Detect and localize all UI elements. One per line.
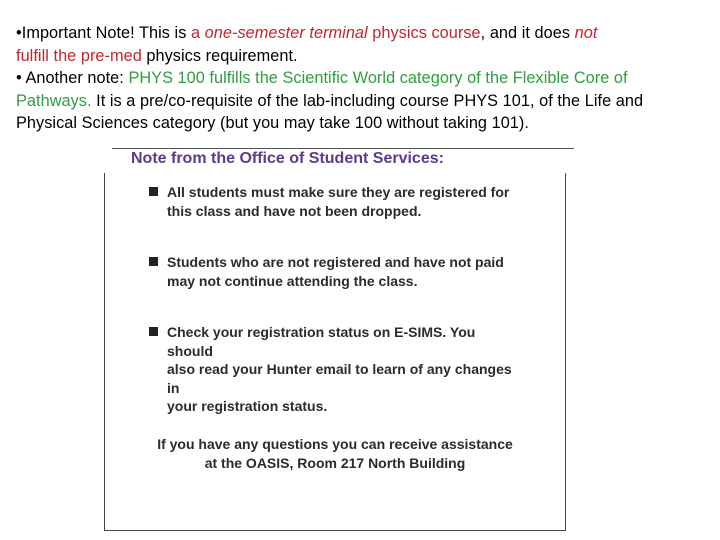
course-notes (16, 22, 676, 135)
notice-item: Students who are not registered and have not paid may not continue attending the class. (149, 253, 517, 290)
notice-item: All students must make sure they are registered for this class and have not been dropped. (149, 183, 517, 220)
another-note: • Another note: PHYS 100 fulfills the Scientific World category of the Flexible Core of Pathways. It is a pre/co-requisite of the lab-including course PHYS 101, of the Life and Physical Sciences category (but you may take 100 without taking 101). (16, 69, 644, 132)
square-bullet-icon (149, 187, 158, 196)
square-bullet-icon (149, 257, 158, 266)
note-bullet: • (16, 24, 22, 42)
office-notice-title: Note from the Office of Student Services: (131, 150, 444, 167)
pathways-note: PHYS 100 fulfills the Scientific World category of the Flexible Core of Pathways. (16, 69, 628, 110)
important-note: •Important Note! This is a one-semester terminal physics course, and it does not fulfill the pre-med physics requirement. (16, 24, 598, 65)
note-bullet: • (16, 69, 22, 87)
assistance-info: If you have any questions you can receive assistance at the OASIS, Room 217 North Building (157, 436, 513, 471)
divider (112, 148, 574, 149)
square-bullet-icon (149, 327, 158, 336)
notice-item: Check your registration status on E-SIMS. You should also read your Hunter email to learn of any changes in your registration status. (149, 323, 517, 416)
office-notice-panel (104, 173, 566, 531)
